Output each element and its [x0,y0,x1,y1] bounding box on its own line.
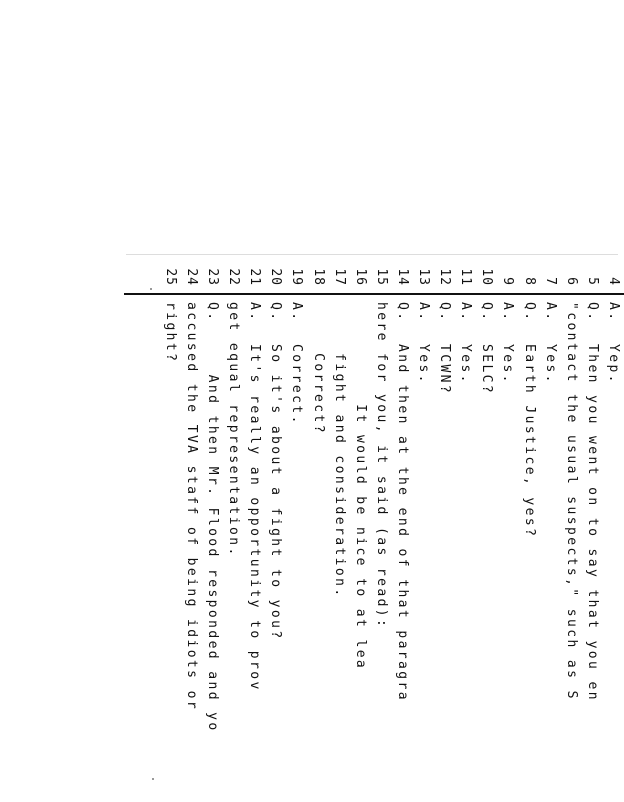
line-number: 6 [563,277,579,286]
speaker-label: A. [458,302,474,323]
line-text: And then at the end of that paragra [395,344,410,702]
line-number: 4 [606,277,621,286]
speaker-label: Q. [395,302,410,323]
transcript-line [565,302,578,701]
line-text: here for you, it said (as read): [373,302,389,630]
line-number: 16 [352,268,368,286]
transcript-line [396,302,409,702]
transcript-line [291,302,304,426]
line-text: Earth Justice, yes? [521,344,537,539]
line-number: 8 [521,277,537,286]
line-number: 22 [226,268,242,286]
speaker-label: Q. [268,302,284,323]
transcript-line [248,302,261,692]
line-number: 24 [184,268,199,286]
scan-speck [150,288,152,290]
speaker-label: Q. [205,302,221,323]
speaker-label: A. [500,302,516,323]
line-number: 5 [584,277,600,286]
line-number: 7 [542,277,558,286]
line-text: Yes. [416,344,432,385]
transcript-line [375,302,388,629]
line-text: Yep. [606,344,621,385]
transcript-line [269,302,282,641]
transcript-line [502,302,515,385]
line-number: 21 [247,268,263,286]
page-edge [126,254,618,255]
line-text: Correct? [310,302,326,435]
transcript-line [206,302,219,733]
line-number: 14 [395,268,410,286]
transcript-line [607,302,620,385]
transcript-line [480,302,493,395]
speaker-label: A. [247,302,263,323]
line-text: get equal representation. [226,302,242,558]
speaker-label: Q. [437,302,453,323]
line-number: 18 [310,268,326,286]
line-text: Correct. [289,344,305,426]
transcript-page [148,262,621,802]
line-number: 23 [205,268,221,286]
line-text: It would be nice to at lea [352,302,368,671]
transcript-line [227,302,240,558]
speaker-label: A. [606,302,621,323]
transcript-line [438,302,451,395]
line-number: 12 [437,268,453,286]
speaker-label: Q. [521,302,537,323]
speaker-label: A. [289,302,305,323]
line-number: 17 [331,268,347,286]
line-text: And then Mr. Flood responded and yo [205,344,221,733]
line-number: 10 [479,268,495,286]
line-number: 19 [289,268,305,286]
line-text: fight and consideration. [331,302,347,599]
line-text: "contact the usual suspects," such as S [563,302,579,701]
line-number: 15 [373,268,389,286]
line-text: SELC? [479,344,495,396]
transcript-line [417,302,430,385]
speaker-label: Q. [584,302,600,323]
line-number: 13 [416,268,432,286]
line-text: TCWN? [437,344,453,396]
transcript-line [586,302,599,702]
line-text: Yes. [542,344,558,385]
scan-speck [152,778,154,780]
transcript-line [312,302,325,435]
speaker-label: A. [416,302,432,323]
line-text: right? [162,302,178,364]
line-text: Yes. [458,344,474,385]
transcript-line [544,302,557,385]
transcript-line [459,302,472,385]
transcript-line [333,302,346,599]
line-text: So it's about a fight to you? [268,344,284,641]
transcript-line [354,302,367,670]
speaker-label: A. [542,302,558,323]
line-number: 20 [268,268,284,286]
line-text: accused the TVA staff of being idiots or [184,302,199,712]
margin-rule [124,293,624,295]
line-text: Then you went on to say that you en [584,344,600,702]
transcript-line [164,302,177,363]
line-number: 25 [162,268,178,286]
transcript-line [185,302,198,711]
transcript-line [523,302,536,538]
line-number: 9 [500,277,516,286]
speaker-label: Q. [479,302,495,323]
line-text: It's really an opportunity to prov [247,344,263,692]
line-text: Yes. [500,344,516,385]
line-number: 11 [458,268,474,286]
